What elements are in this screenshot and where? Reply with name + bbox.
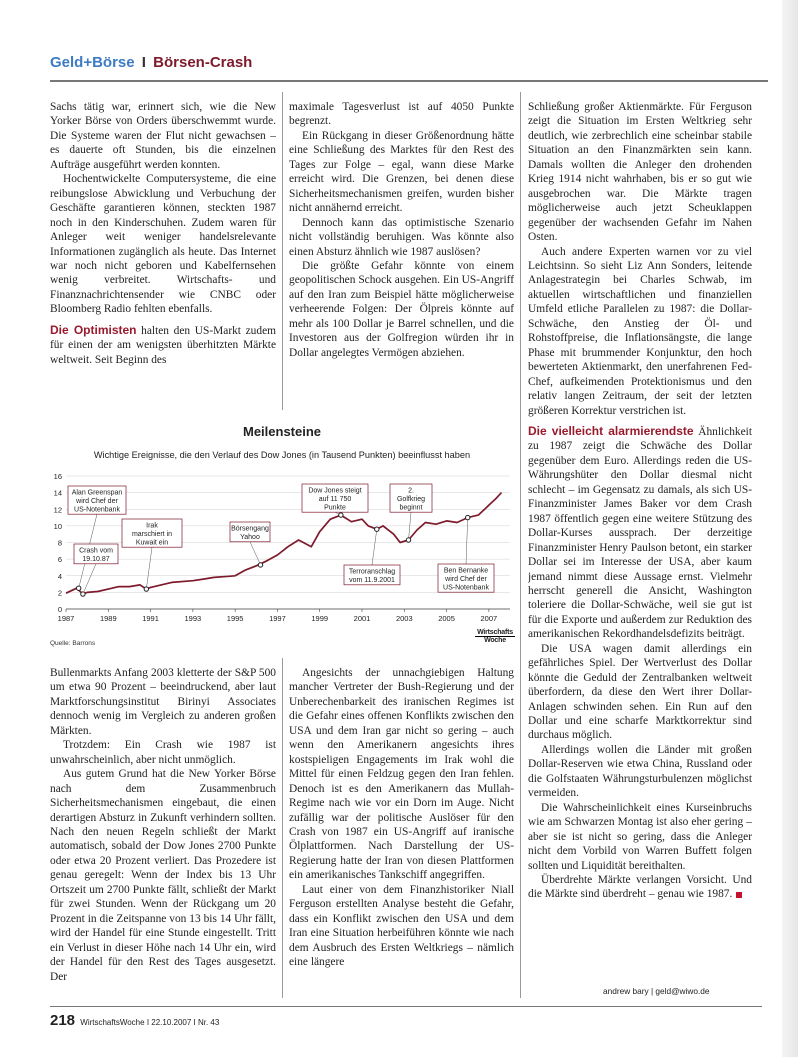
- event-label-line: US-Notenbank: [74, 506, 120, 514]
- lead-in-alarmierendste: Die vielleicht alarmierendste: [528, 423, 694, 438]
- event-marker: [375, 527, 379, 531]
- header-rule: [50, 80, 768, 82]
- header-separator: I: [141, 54, 146, 71]
- x-tick-label: 1995: [226, 614, 244, 623]
- event-label-line: Börsengang: [231, 525, 269, 533]
- paragraph: [528, 424, 752, 642]
- y-tick-label: 4: [57, 571, 62, 581]
- lead-text: Ähnlichkeit zu 1987 zeigt die Schwäche des Dollar gegenüber dem Euro. Allerdings reden die US-Währungshüter den Dollar diesmal nicht schlecht – im Gegensatz zu damals, als sich US-Finanzminister James Baker vor dem Crash 1987 öffentlich gegen eine weitere Stützung des Dollar-Kurses aussprach. Der derzeitige Finanzminister Henry Paulson betont, ein starker Dollar sei im Interesse der USA, aber kaum jemand nimmt diese Aussage ernst. Vielmehr herrscht generell die Ansicht, Washington toleriere die Dollar-Schwäche, weil sie gut ist für die Exporte und außerdem zur Reduktion des amerikanischen Rekordhandelsdefizits beiträgt.: [528, 425, 752, 641]
- event-marker: [144, 587, 148, 591]
- section-label: Geld+Börse: [50, 54, 135, 71]
- paragraph: maximale Tagesverlust ist auf 4050 Punkte begrenzt.: [289, 101, 514, 128]
- y-tick-label: 14: [53, 488, 62, 498]
- paragraph: Sachs tätig war, erinnert sich, wie die New Yorker Börse von Orders überschwemmt wurde. Die Systeme waren der Flut nicht gewachsen – es dauerte oft Stunden, bis die einzelnen Aufträge ausgeführt werden konnten.: [50, 101, 276, 171]
- topic-label: Börsen-Crash: [153, 54, 253, 71]
- event-label-line: auf 11 750: [318, 495, 352, 503]
- paragraph: Angesichts der unnachgiebigen Haltung mancher Vertreter der Bush-Regierung und der Unberechenbarkeit des iranischen Regimes ist die Gefahr eines offenen Konflikts zwischen den USA und dem Iran gar nicht so gering – auch wenn den Amerikanern angesichts ihres kostspieligen Engagements im Irak wohl die Mittel für einen Feldzug gegen den Iran fehlen. Denoch ist es den Amerikanern das Mullah-Regime nach wie vor ein Dorn im Auge. Nicht zufällig war der politische Auslöser für den Crash von 1987 ein US-Angriff auf iranische Ölplattformen. Nach Darstellung der US-Regierung hatte der Iran von diesen Plattformen ein amerikanisches Tankschiff angegriffen.: [289, 667, 514, 882]
- event-label-line: Dow Jones steigt: [308, 487, 362, 495]
- event-label-line: 2.: [408, 487, 414, 495]
- event-label: [79, 548, 113, 563]
- chart-box: [50, 418, 514, 650]
- column-divider: [520, 92, 521, 998]
- event-label-line: Golfkrieg: [396, 495, 426, 503]
- event-label-line: 19.10.87: [82, 555, 110, 563]
- paragraph: Laut einer von dem Finanzhistoriker Niall Ferguson erstellten Analyse besteht die Gefahr, dass ein Konflikt zwischen den USA und dem Iran eine Situation herbeiführen könnte wie nach dem Ausbruch des Ersten Weltkriegs – nämlich eine längere: [289, 883, 514, 969]
- event-label-line: wird Chef der: [445, 575, 487, 583]
- y-tick-label: 0: [57, 605, 62, 614]
- page-edge: [782, 0, 798, 1057]
- paragraph: Auch andere Experten warnen vor zu viel Leichtsinn. So sieht Liz Ann Sonders, leitende Anlagestrategin bei Charles Schwab, im aktuellen wirtschaftlichen und finanziellen Umfeld etliche Parallelen zu 1987: die Dollar-Schwäche, den Anstieg der Öl- und Rohstoffpreise, die Inflationsängste, die lange Phase mit brummender Konjunktur, den hoch bewerteten Aktienmarkt, den unerfahrenen Fed-Chef, aufkeimenden Protektionismus und den relativ langen Zeitraum, der seit der letzten größeren Korrektur verstrichen ist.: [528, 245, 752, 417]
- magazine-name: WirtschaftsWoche: [80, 1018, 145, 1027]
- chart-title: Meilensteine: [242, 424, 322, 439]
- event-label-line: vom 11.9.2001: [349, 576, 395, 584]
- author-line: andrew bary | geld@wiwo.de: [603, 986, 710, 996]
- x-tick-label: 1991: [142, 614, 159, 623]
- paragraph: Die USA wagen damit allerdings ein gefährliches Spiel. Der Wertverlust des Dollar könnte die Geduld der Zentralbanken weltweit überfordern, da diese den Wert ihrer Dollar-Anlagen schwinden sehen. Ein Run auf den Dollar und eine scharfe Marktkorrektur sind durchaus möglich.: [528, 642, 752, 742]
- event-label-line: US-Notenbank: [443, 584, 489, 592]
- y-tick-label: 2: [57, 588, 62, 598]
- event-label-line: Ben Bernanke: [443, 567, 489, 575]
- paragraph: Hochentwickelte Computersysteme, die eine reibungslose Abwicklung und Verbuchung der Geschäfte garantieren können, steckten 1987 noch in den Kinderschuhen. Zudem waren für Anleger weit weniger handelsrelevante Informationen zugänglich als heute. Das Internet war noch nicht geboren und Kabelfernsehen wenig verbreitet. Wirtschafts- und Finanznachrichtensender wie CNBC oder Bloomberg Radio fehlten ebenfalls.: [50, 173, 276, 316]
- event-label-line: Irak: [146, 522, 158, 530]
- x-tick-label: 2001: [353, 614, 371, 623]
- paragraph: Die Wahrscheinlichkeit eines Kurseinbruchs wie am Schwarzen Montag ist also eher gering – aber sie ist nicht so gering, dass die Anleger nicht dem Vorbild von Warren Buffett folgen sollten und Liquidität bereithalten.: [528, 801, 752, 872]
- paragraph: Allerdings wollen die Länder mit großen Dollar-Reserven wie etwa China, Russland oder die Golfstaaten Währungsturbulenzen möglichst vermeiden.: [528, 743, 752, 800]
- logo-line-2: Woche: [475, 636, 515, 644]
- y-tick-label: 8: [57, 538, 62, 548]
- footer-rule: [50, 1006, 762, 1007]
- y-tick-label: 6: [57, 555, 62, 565]
- dow-jones-chart: [50, 418, 514, 650]
- event-marker: [466, 515, 470, 519]
- page-header: [50, 54, 252, 71]
- column-divider: [282, 658, 283, 998]
- article-column-2-bottom: [289, 666, 514, 998]
- issue-info: I 22.10.2007 I Nr. 43: [146, 1018, 220, 1027]
- event-label-line: Crash vom: [79, 547, 113, 555]
- closing-text: Überdrehte Märkte verlangen Vorsicht. Und die Märkte sind überdreht – genau wie 1987.: [528, 874, 752, 901]
- x-tick-label: 2007: [480, 614, 498, 623]
- x-tick-label: 1989: [99, 614, 117, 623]
- article-column-2-top: [289, 100, 514, 410]
- event-label-line: Kuwait ein: [135, 539, 169, 547]
- chart-source: Quelle: Barrons: [50, 640, 96, 647]
- y-tick-label: 12: [53, 505, 62, 515]
- paragraph: Trotzdem: Ein Crash wie 1987 ist unwahrscheinlich, aber nicht unmöglich.: [50, 739, 276, 766]
- event-marker: [258, 563, 262, 567]
- event-label-line: wird Chef der: [76, 497, 118, 505]
- paragraph: [50, 323, 276, 367]
- column-divider: [282, 92, 283, 410]
- article-column-1-bottom: [50, 666, 276, 998]
- event-label-line: Alan Greenspan: [71, 489, 123, 497]
- event-label-line: Yahoo: [240, 533, 260, 541]
- y-tick-label: 16: [53, 472, 62, 481]
- x-tick-label: 1999: [311, 614, 329, 623]
- paragraph: Bullenmarkts Anfang 2003 kletterte der S&P 500 um etwa 90 Prozent – beeindruckend, aber laut Marktforschungsinstitut Birinyi Associates dennoch wenig im Vergleich zu anderen großen Märkten.: [50, 667, 276, 737]
- event-label-line: Punkte: [324, 504, 346, 512]
- x-tick-label: 1997: [269, 614, 286, 623]
- paragraph: Ein Rückgang in dieser Größenordnung hätte eine Schließung des Marktes für den Rest des Tages zur Folge – egal, wann diese Marke erreicht wird. Die Grenzen, bei denen diese Sicherheitsmechanismen greifen, wurden bisher nicht annähernd erreicht.: [289, 129, 514, 215]
- page-footer: [50, 1012, 219, 1029]
- y-tick-label: 10: [53, 521, 62, 531]
- event-marker: [406, 538, 410, 542]
- event-label-line: Terroranschlag: [348, 568, 396, 576]
- event-label-line: marschiert in: [131, 530, 173, 538]
- paragraph: Aus gutem Grund hat die New Yorker Börse nach dem Zusammenbruch Sicherheitsmechanismen eingebaut, die einen derartigen Absturz in Zukunft verhindern sollten. Nach den neuen Regeln schließt der Markt automatisch, sobald der Dow Jones 2700 Punkte oder etwa 20 Prozent verliert. Das Prozedere ist genau geregelt: Wenn der Index bis 13 Uhr Ortszeit um 2700 Punkte fällt, schließt der Markt für zwei Stunden. Wenn der Rückgang um 20 Prozent in die Zeitspanne von 13 bis 14 Uhr fällt, wird der Handel für eine Stunde eingestellt. Tritt ein Verlust in dieser Höhe nach 14 Uhr ein, wird der Handel für den Rest des Tages ausgesetzt. Der: [50, 768, 276, 983]
- logo-line-1: Wirtschafts: [477, 629, 513, 636]
- end-mark-icon: [736, 892, 742, 898]
- lead-in-optimisten: Die Optimisten: [50, 322, 137, 337]
- paragraph: Dennoch kann das optimistische Szenario nicht vollständig beruhigen. Was könnte also einen Absturz ähnlich wie 1987 auslösen?: [289, 216, 514, 258]
- event-label: [443, 568, 489, 592]
- x-tick-label: 1993: [184, 614, 202, 623]
- event-label: [72, 490, 123, 514]
- chart-subtitle: Wichtige Ereignisse, die den Verlauf des Dow Jones (in Tausend Punkten) beeinflusst haben: [93, 450, 471, 460]
- lead-text: halten den US-Markt zudem für einen der am wenigsten überhitzten Märkte weltweit. Seit Beginn des: [50, 324, 276, 366]
- paragraph: [528, 873, 752, 902]
- x-tick-label: 1987: [57, 614, 75, 623]
- paragraph: Die größte Gefahr könnte von einem geopolitischen Schock ausgehen. Ein US-Angriff auf den Iran zum Beispiel hätte möglicherweise verheerende Folgen: Der Ölpreis könnte auf mehr als 100 Dollar je Barrel schnellen, und die Investoren aus der Golfregion würden ihr in Dollar angelegtes Vermögen abziehen.: [289, 259, 514, 359]
- article-column-1-top: [50, 100, 276, 410]
- wirtschaftswoche-logo: [475, 629, 515, 644]
- event-marker: [81, 592, 85, 596]
- paragraph: Schließung großer Aktienmärkte. Für Ferguson zeigt die Situation im Ersten Weltkrieg sehr deutlich, wie zerbrechlich eine scheinbar stabile Situation an den Finanzmärkten sein kann. Damals wollten die Anleger den drohenden Krieg 1914 nicht wahrhaben, bis er so gut wie ausgebrochen war. Die Märkte tragen möglicherweise auch jetzt Scheuklappen gegenüber der wachsenden Gefahr im Nahen Osten.: [528, 101, 752, 244]
- event-label: [349, 569, 395, 584]
- x-tick-label: 2005: [438, 614, 455, 623]
- page-number: 218: [50, 1012, 76, 1029]
- article-column-3: [528, 100, 752, 986]
- event-marker: [339, 513, 343, 517]
- event-label-line: beginnt: [399, 504, 423, 512]
- x-tick-label: 2003: [395, 614, 413, 623]
- event-marker: [76, 586, 80, 590]
